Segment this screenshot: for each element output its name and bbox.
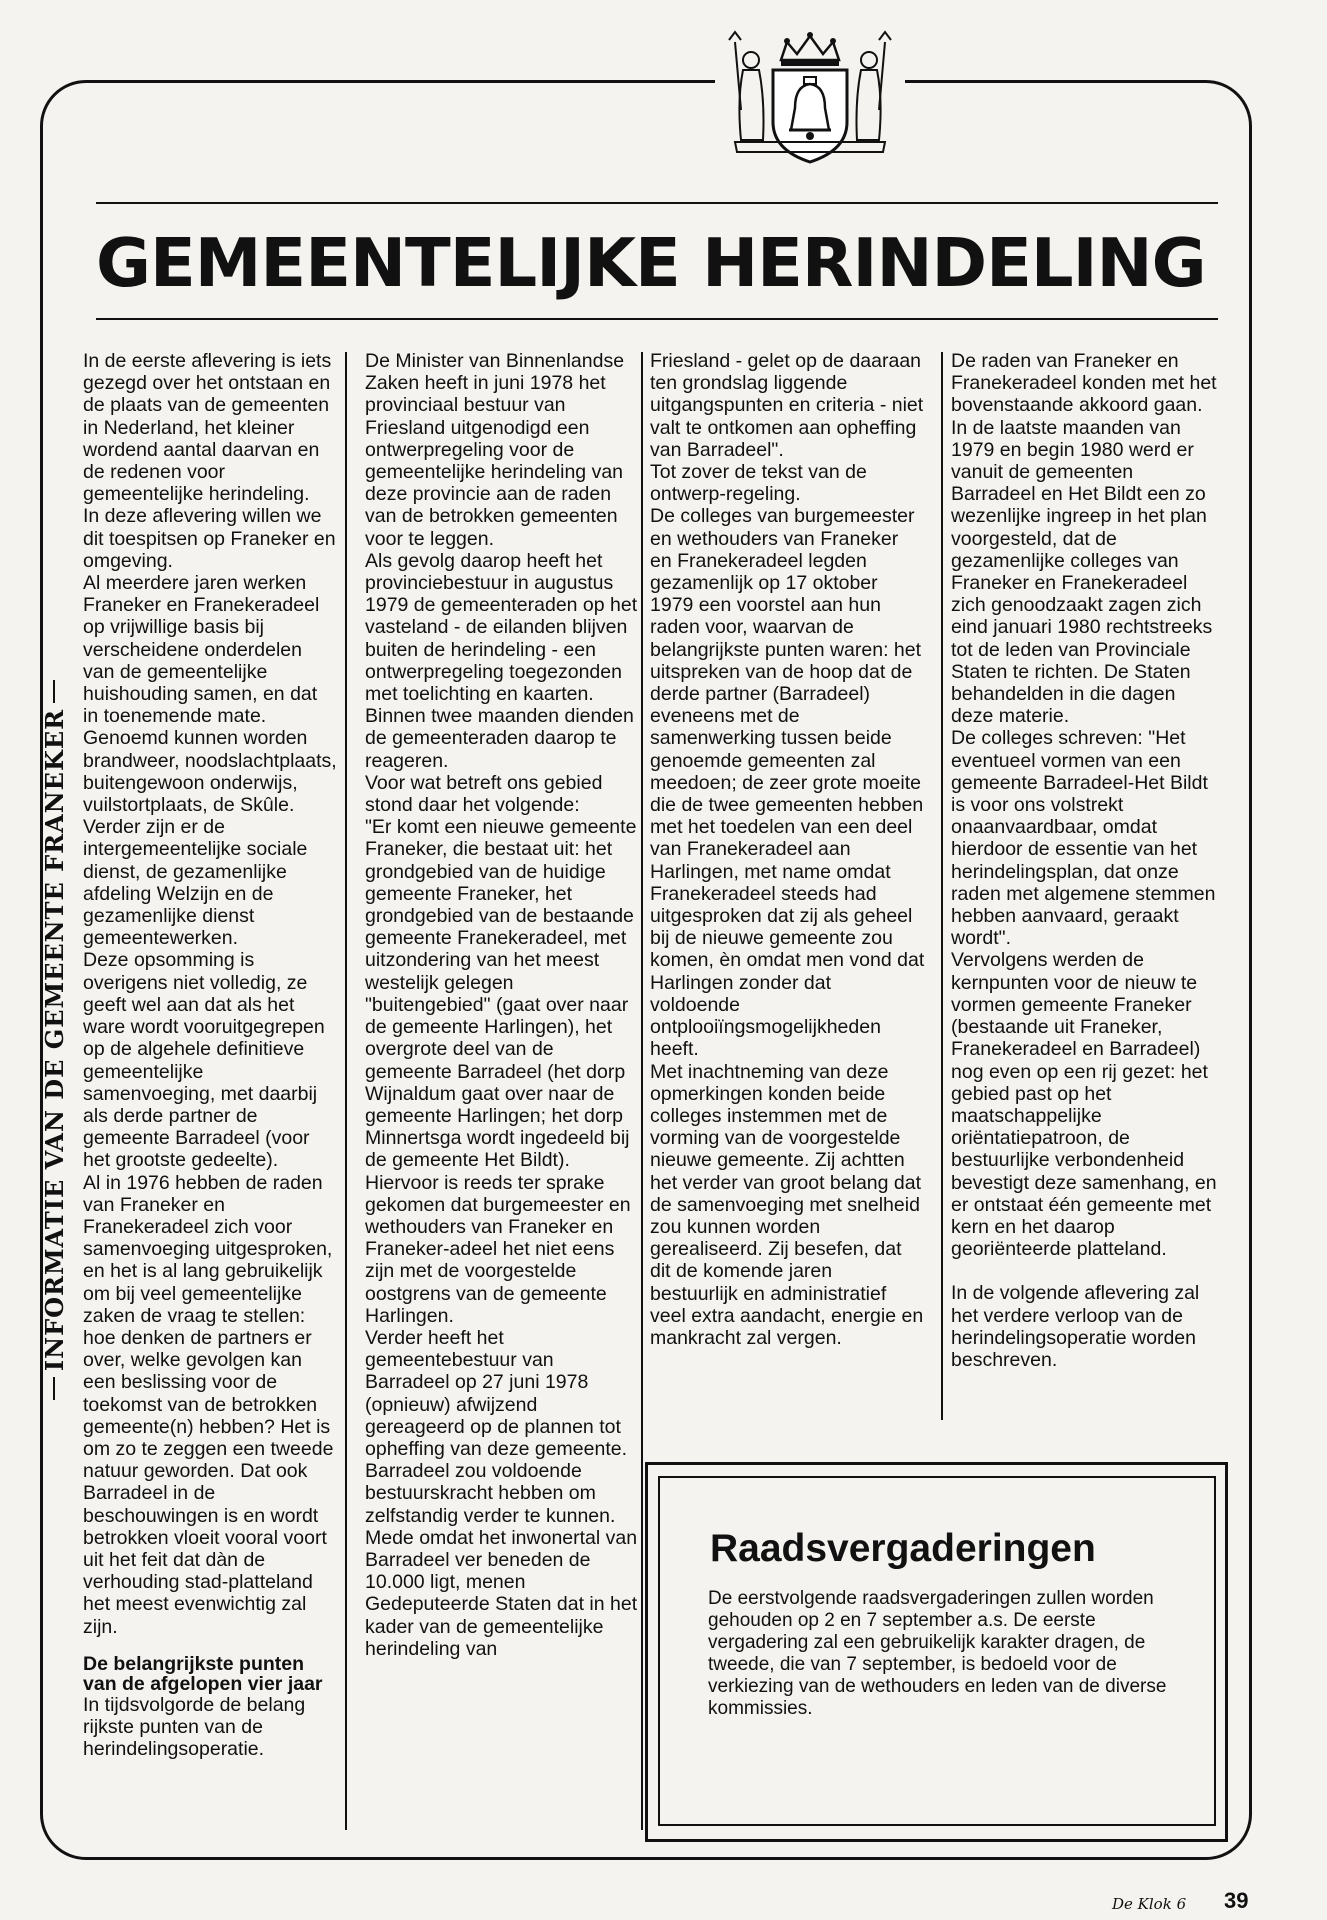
page-number: 39 <box>1224 1888 1249 1913</box>
paragraph: De colleges van burgemeester en wethouders van Franeker en Franekeradeel legden gezamenlijk op 17 oktober 1979 een voorstel aan hun raden voor, waarvan de belangrijkste punten waren: het uitspreken van de hoop dat de derde partner (Barradeel) eveneens met de samenwerking tussen beide genoemde gemeenten zal meedoen; de zeer grote moeite die de twee gemeenten hebben met het toedelen van een deel van Franekeradeel aan Harlingen, met name omdat Franekeradeel steeds had uitgesproken dat zij als geheel bij de nieuwe gemeente zou komen, èn omdat men vond dat Harlingen zonder dat voldoende ontplooiïngsmogelijkheden heeft. <box>650 505 925 1061</box>
side-title-text: INFORMATIE VAN DE GEMEENTE FRANEKER <box>39 708 69 1372</box>
paragraph: In de eerste aflevering is iets gezegd over het ontstaan en de plaats van de gemeenten in Nederland, het kleiner wordend aantal daarvan en de redenen voor gemeentelijke herindeling. <box>83 350 332 506</box>
side-title-rule-left <box>53 1377 55 1400</box>
side-title <box>34 680 74 1400</box>
article-column-3 <box>650 350 925 1349</box>
section-subheading: De belangrijkste punten van de afgelopen vier jaar <box>83 1652 323 1695</box>
paragraph: Verder heeft het gemeentebestuur van Barradeel op 27 juni 1978 (opnieuw) afwijzend gereageerd op de plannen tot opheffing van deze gemeente. Barradeel zou voldoende bestuurskracht hebben om zelfstandig verder te kunnen. Mede omdat het inwonertal van Barradeel ver beneden de 10.000 ligt, menen Gedeputeerde Staten dat in het kader van de gemeentelijke herindeling van <box>365 1326 638 1660</box>
paragraph: In de volgende aflevering zal het verdere verloop van de herindelingsoperatie worden beschreven. <box>951 1282 1200 1371</box>
paragraph: Vervolgens werden de kernpunten voor de nieuw te vormen gemeente Franeker (bestaande uit Franeker, Franekeradeel en Barradeel) nog even op een rij gezet: het gebied past op het maatschappelijke oriëntatiepatroon, de bestuurlijke verbondenheid bevestigt deze samenhang, en er ontstaat één gemeente met kern en het daarop georiënteerde platteland. <box>951 949 1217 1261</box>
paragraph: Tot zover de tekst van de ontwerp-regeling. <box>650 461 867 506</box>
side-title-rule-right <box>53 680 55 703</box>
footer-publication-label: De Klok 6 <box>1112 1895 1187 1913</box>
announcement-body: De eerstvolgende raadsvergaderingen zullen worden gehouden op 2 en 7 september a.s. De eerste vergadering zal een gebruikelijk karakter dragen, de tweede, die van 7 september, is bedoeld voor de verkiezing van de wethouders en leden van de diverse kommissies. <box>708 1588 1167 1719</box>
paragraph: In deze aflevering willen we dit toespitsen op Franeker en omgeving. <box>83 505 336 572</box>
headline-bottom-rule <box>96 318 1218 320</box>
paragraph: Binnen twee maanden dienden de gemeenteraden daarop te reageren. <box>365 705 634 772</box>
paragraph: "Er komt een nieuwe gemeente Franeker, die bestaat uit: het grondgebied van de huidige gemeente Franeker, het grondgebied van de bestaande gemeente Franekeradeel, met uitzondering van het meest westelijk gelegen "buitengebied" (gaat over naar de gemeente Harlingen), het overgrote deel van de gemeente Barradeel (het dorp Wijnaldum gaat over naar de gemeente Harlingen; het dorp Minnertsga wordt ingedeeld bij de gemeente Het Bildt). <box>365 816 637 1172</box>
paragraph: Al in 1976 hebben de raden van Franeker en Franekeradeel zich voor samenvoeging uitgesproken, en het is al lang gebruikelijk om bij veel gemeentelijke zaken de vraag te stellen: hoe denken de partners er over, welke gevolgen kan een beslissing voor de toekomst van de betrokken gemeente(n) hebben? Het is om zo te zeggen een tweede natuur geworden. Dat ook Barradeel in de beschouwingen is en wordt betrokken vloeit vooral voort uit het feit dat dàn de verhouding stad-platteland het meest evenwichtig zal zijn. <box>83 1171 334 1638</box>
article-column-2 <box>365 350 640 1660</box>
paragraph: De Minister van Binnenlandse Zaken heeft in juni 1978 het provinciaal bestuur van Friesland uitgenodigd een ontwerpregeling voor de gemeentelijke herindeling van deze provincie aan de raden van de betrokken gemeenten voor te leggen. <box>365 350 625 550</box>
paragraph: Voor wat betreft ons gebied stond daar het volgende: <box>365 771 603 817</box>
article-column-4 <box>951 350 1221 1371</box>
paragraph: Friesland - gelet op de daaraan ten grondslag liggende uitgangspunten en criteria - niet valt te ontkomen aan opheffing van Barradeel". <box>650 350 924 461</box>
paragraph: Hiervoor is reeds ter sprake gekomen dat burgemeester en wethouders van Franeker en Franeker-adeel het niet eens zijn met de voorgestelde oostgrens van de gemeente Harlingen. <box>365 1171 631 1327</box>
column-divider <box>345 352 347 1830</box>
coat-of-arms-icon <box>715 30 905 170</box>
column-divider <box>941 352 943 1420</box>
paragraph: In de laatste maanden van 1979 en begin 1980 werd er vanuit de gemeenten Barradeel en Het Bildt een zo wezenlijke ingreep in het plan voorgesteld, dat de gezamenlijke colleges van Franeker en Franekeradeel zich genoodzaakt zagen zich eind januari 1980 rechtstreeks tot de leden van Provinciale Staten te richten. De Staten behandelden in die dagen deze materie. <box>951 416 1213 728</box>
article-column-1 <box>83 350 337 1760</box>
paragraph: Al meerdere jaren werken Franeker en Franekeradeel op vrijwillige basis bij verscheidene onderdelen van de gemeentelijke huishouding samen, en dat in toenemende mate. Genoemd kunnen worden brandweer, noodslachtplaats, buitengewoon onderwijs, vuilstortplaats, de Skûle. Verder zijn er de intergemeentelijke sociale dienst, de gezamenlijke afdeling Welzijn en de gezamenlijke dienst gemeentewerken. <box>83 572 337 950</box>
paragraph: In tijdsvolgorde de belang rijkste punten van de herindelingsoperatie. <box>83 1693 306 1761</box>
announcement-title: Raadsvergaderingen <box>710 1527 1096 1570</box>
paragraph: Als gevolg daarop heeft het provinciebestuur in augustus 1979 de gemeenteraden op het vasteland - de eilanden blijven buiten de herindeling - een ontwerpregeling toegezonden met toelichting en kaarten. <box>365 549 638 706</box>
paragraph: De raden van Franeker en Franekeradeel konden met het bovenstaande akkoord gaan. <box>951 350 1217 417</box>
column-divider <box>641 352 643 1830</box>
paragraph: De colleges schreven: "Het eventueel vormen van een gemeente Barradeel-Het Bildt is voor ons volstrekt onaanvaardbaar, omdat hierdoor de essentie van het herindelingsplan, dat onze raden met algemene stemmen hebben aanvaard, geraakt wordt". <box>951 727 1216 950</box>
paragraph: Met inachtneming van deze opmerkingen konden beide colleges instemmen met de vorming van de voorgestelde nieuwe gemeente. Zij achtten het verder van groot belang dat de samenvoeging met snelheid zou kunnen worden gerealiseerd. Zij besefen, dat dit de komende jaren bestuurlijk en administratief veel extra aandacht, energie en mankracht zal vergen. <box>650 1060 924 1349</box>
paragraph: Deze opsomming is overigens niet volledig, ze geeft wel aan dat als het ware wordt vooruitgegrepen op de algehele definitieve gemeentelijke samenvoeging, met daarbij als derde partner de gemeente Barradeel (voor het grootste gedeelte). <box>83 949 325 1172</box>
headline-top-rule <box>96 202 1218 204</box>
page-headline: GEMEENTELIJKE HERINDELING <box>96 224 1206 302</box>
